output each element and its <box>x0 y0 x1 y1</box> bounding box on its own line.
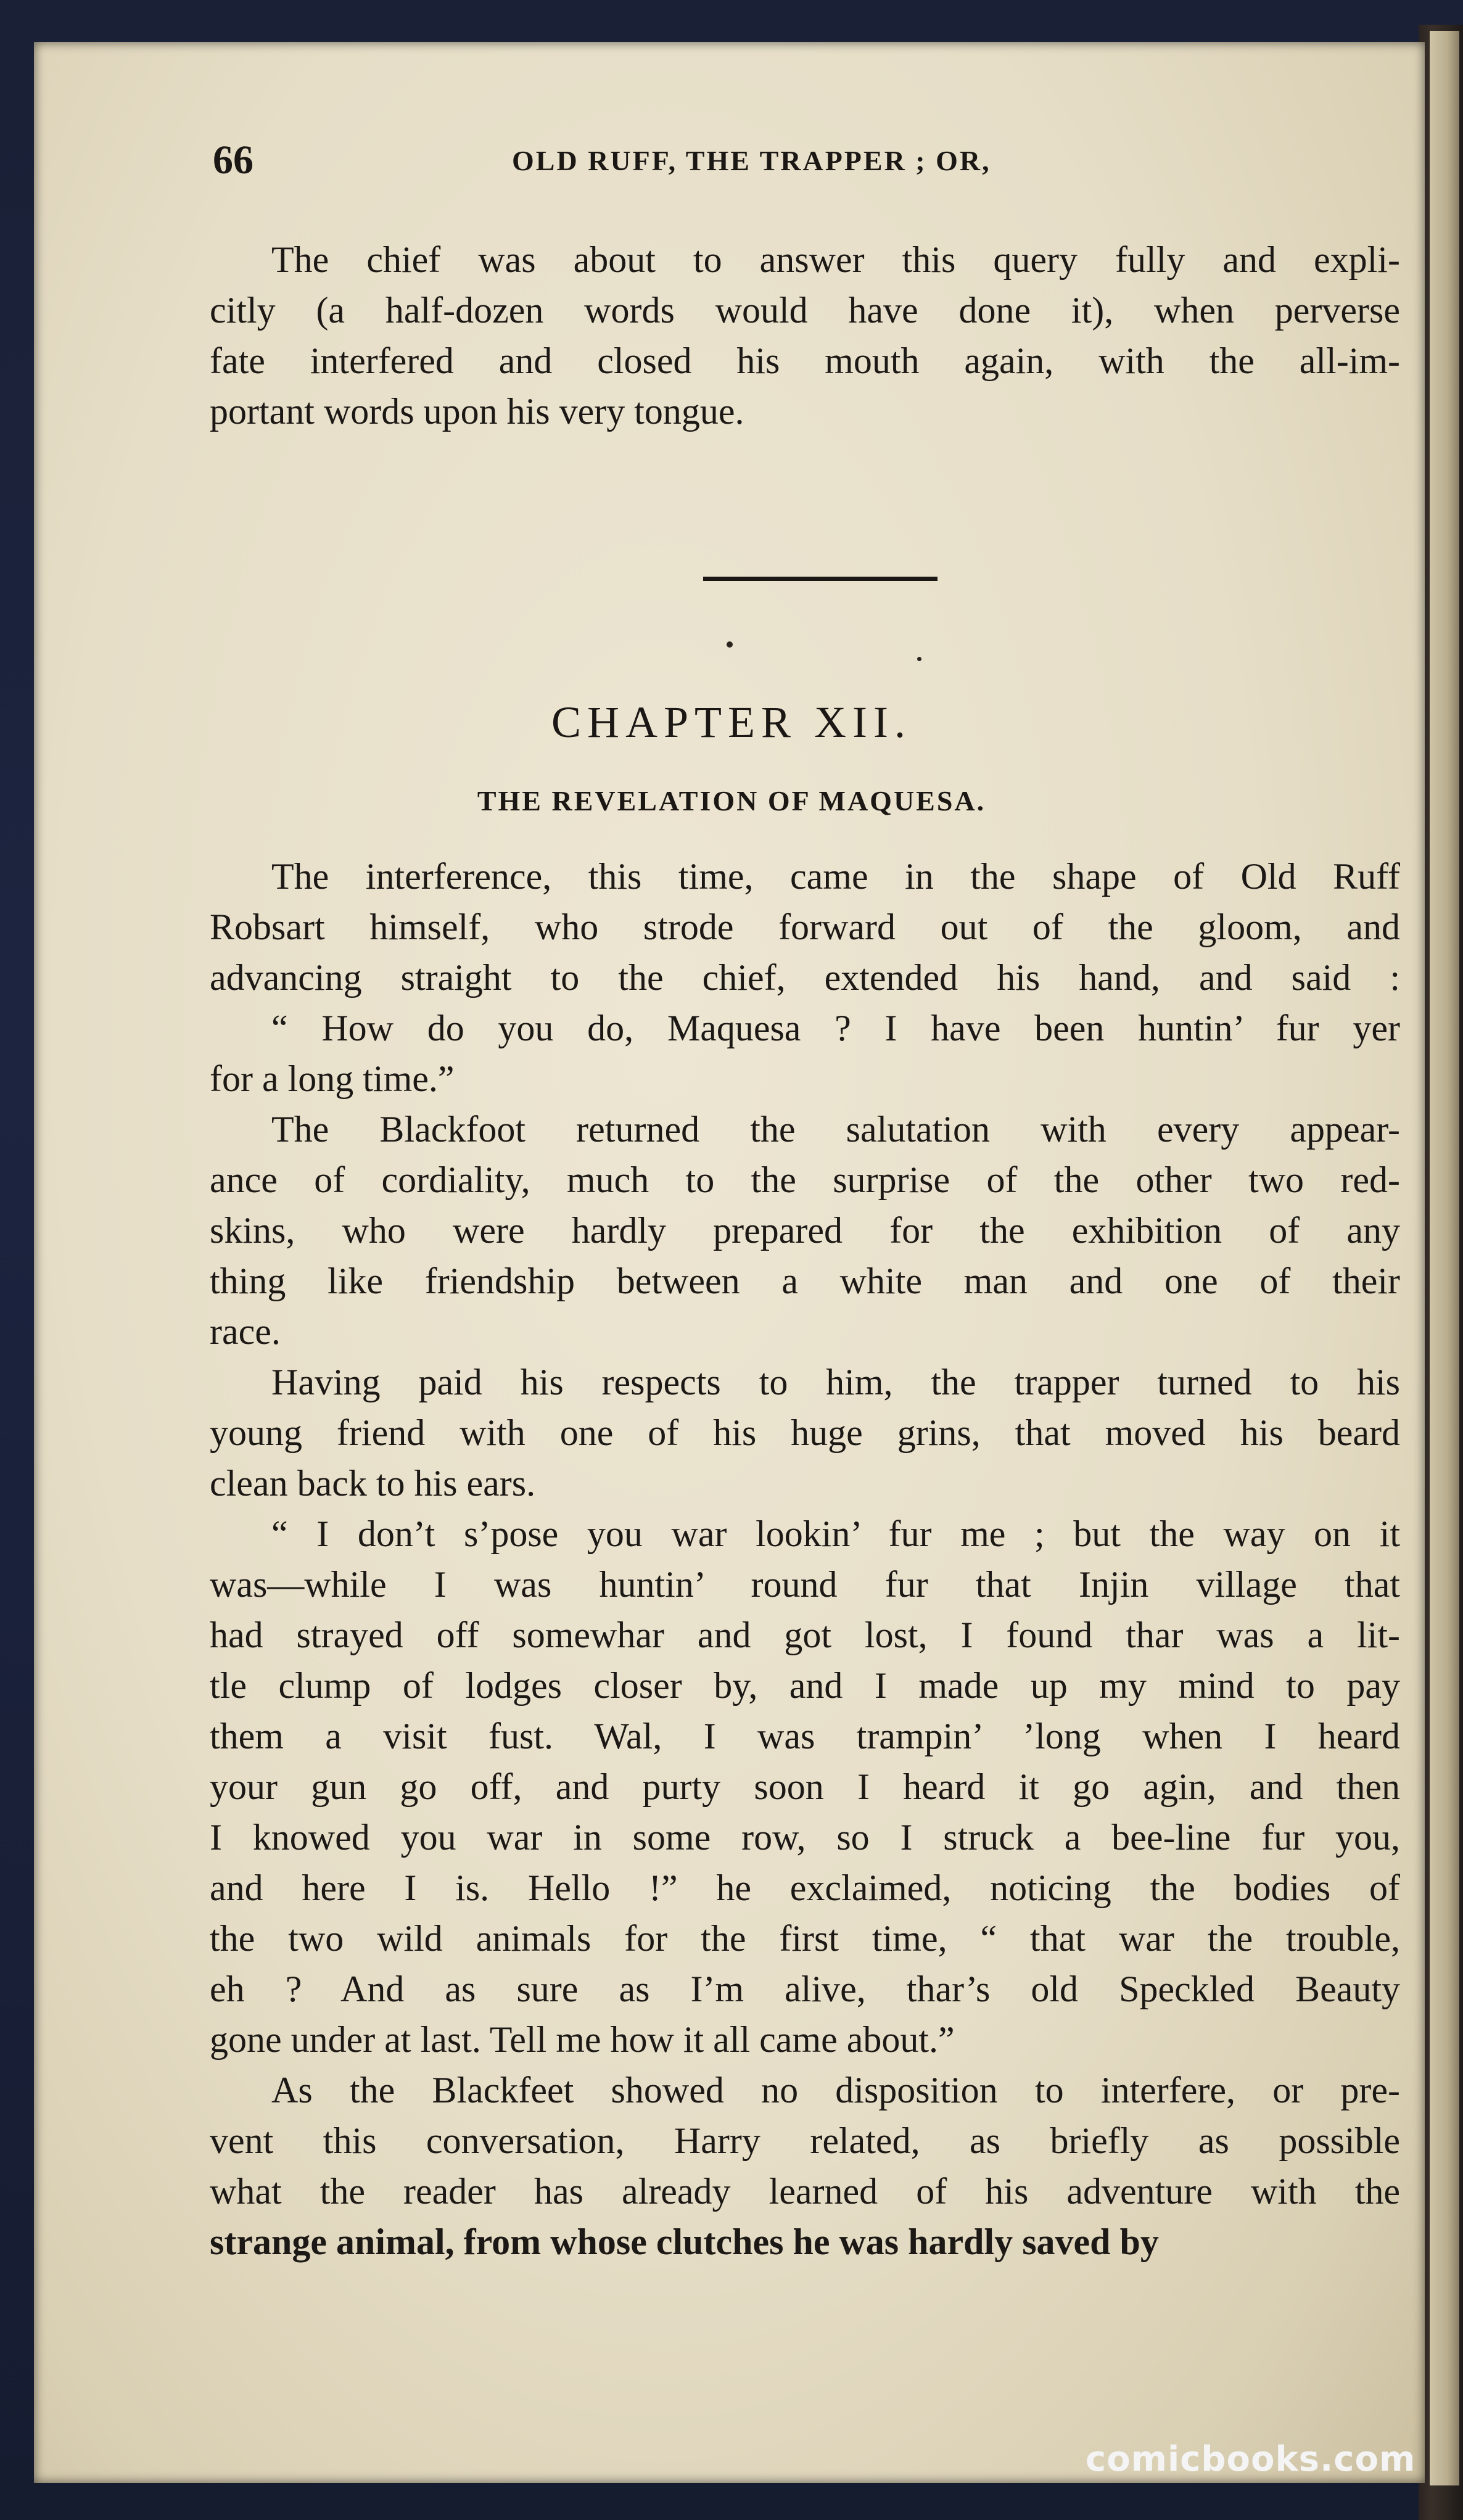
section-divider-rule <box>703 577 938 581</box>
chapter-subtitle: THE REVELATION OF MAQUESA. <box>477 785 986 817</box>
text-line: your gun go off, and purty soon I heard it go agin, and then <box>210 1766 1400 1807</box>
text-line: tle clump of lodges closer by, and I made up my mind to pay <box>210 1665 1400 1706</box>
chapter-body <box>210 851 1400 2267</box>
text-line: portant words upon his very tongue. <box>210 391 744 432</box>
text-line: I knowed you war in some row, so I struck a bee-line fur you, <box>210 1817 1400 1858</box>
page-number: 66 <box>213 138 253 183</box>
text-line: “ I don’t s’pose you war lookin’ fur me ; but the way on it <box>271 1513 1400 1554</box>
text-line: for a long time.” <box>210 1058 455 1099</box>
text-line: skins, who were hardly prepared for the exhibition of any <box>210 1210 1400 1251</box>
text-line: The interference, this time, came in the shape of Old Ruff <box>271 856 1400 897</box>
text-line: The Blackfoot returned the salutation with every appear- <box>271 1109 1400 1150</box>
text-line: thing like friendship between a white man and one of their <box>210 1261 1400 1301</box>
text-line: gone under at last. Tell me how it all came about.” <box>210 2019 955 2060</box>
text-line: fate interfered and closed his mouth again, with the all-im- <box>210 340 1400 381</box>
ornament-dot <box>917 657 921 661</box>
text-line: Having paid his respects to him, the trapper turned to his <box>271 1362 1400 1402</box>
text-line: young friend with one of his huge grins, that moved his beard <box>210 1412 1400 1453</box>
text-line: The chief was about to answer this query fully and expli- <box>271 239 1400 280</box>
text-line: strange animal, from whose clutches he was hardly saved by <box>210 2221 1159 2262</box>
opening-paragraph <box>210 234 1400 437</box>
text-line: “ How do you do, Maquesa ? I have been huntin’ fur yer <box>271 1008 1400 1048</box>
text-line: ance of cordiality, much to the surprise of the other two red- <box>210 1159 1400 1200</box>
text-line: was—while I was huntin’ round fur that Injin village that <box>210 1564 1400 1605</box>
text-line: had strayed off somewhar and got lost, I found thar was a lit- <box>210 1615 1400 1655</box>
text-line: eh ? And as sure as I’m alive, thar’s old Speckled Beauty <box>210 1969 1400 2009</box>
text-line: them a visit fust. Wal, I was trampin’ ’long when I heard <box>210 1716 1400 1756</box>
text-line: advancing straight to the chief, extended his hand, and said : <box>210 957 1400 998</box>
text-line: vent this conversation, Harry related, as briefly as possible <box>210 2120 1400 2161</box>
running-head: OLD RUFF, THE TRAPPER ; OR, <box>512 145 991 176</box>
text-line: citly (a half-dozen words would have done it), when perverse <box>210 290 1400 331</box>
text-line: clean back to his ears. <box>210 1463 536 1504</box>
chapter-title: CHAPTER XII. <box>551 698 912 747</box>
text-line: the two wild animals for the first time, “ that war the trouble, <box>210 1918 1400 1959</box>
next-page-edge <box>1430 31 1459 2485</box>
text-line: race. <box>210 1311 281 1352</box>
ornament-dot <box>727 641 733 648</box>
text-line: what the reader has already learned of his adventure with the <box>210 2171 1400 2212</box>
text-line: Robsart himself, who strode forward out of the gloom, and <box>210 907 1400 947</box>
text-line: and here I is. Hello !” he exclaimed, noticing the bodies of <box>210 1867 1400 1908</box>
watermark-logo: comicbooks.com <box>1086 2439 1416 2479</box>
text-line: As the Blackfeet showed no disposition to interfere, or pre- <box>271 2070 1400 2110</box>
